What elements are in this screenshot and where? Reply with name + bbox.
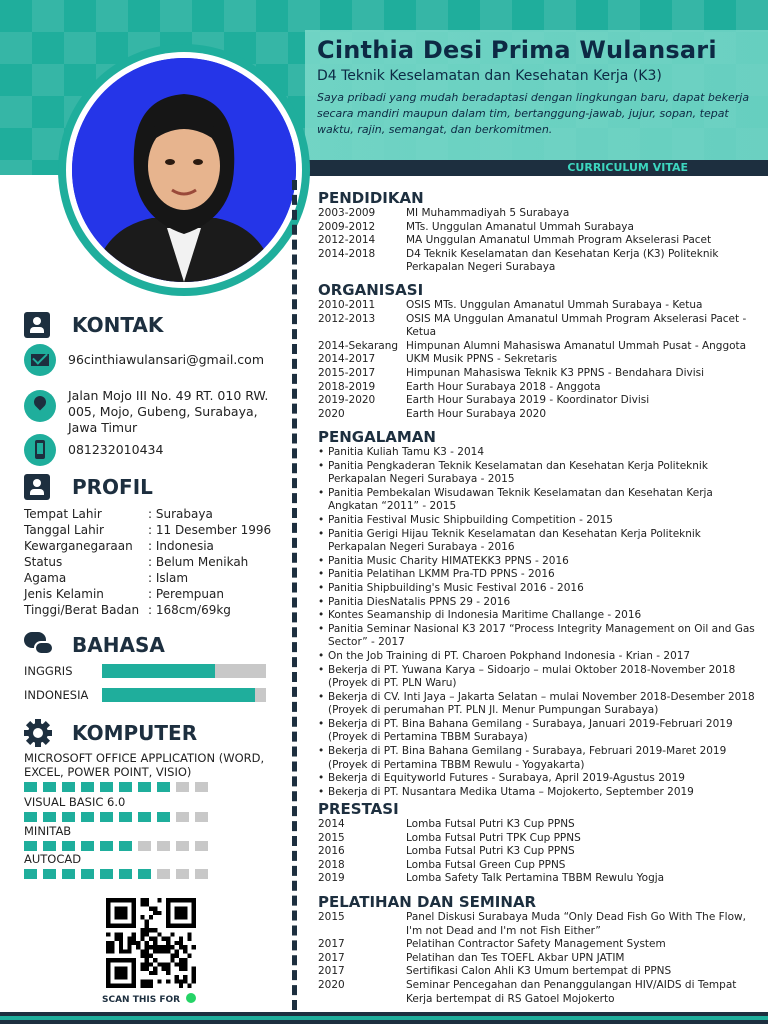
skill-name: AUTOCAD bbox=[24, 852, 82, 866]
entry-text: Sertifikasi Calon Ahli K3 Umum bertempat di PPNS bbox=[406, 965, 672, 978]
lang-name: INGGRIS bbox=[24, 664, 73, 678]
entry-row bbox=[318, 832, 758, 846]
entry-year: 2016 bbox=[318, 845, 345, 858]
skill-dot bbox=[100, 869, 113, 879]
entry-text: D4 Teknik Keselamatan dan Kesehatan Kerja (K3) Politeknik Perkapalan Negeri Surabaya bbox=[406, 247, 719, 274]
entry-year: 2018 bbox=[318, 858, 345, 871]
entry-text: Lomba Safety Talk Pertamina TBBM Rewulu Yogja bbox=[406, 872, 665, 885]
entry-text: Lomba Futsal Green Cup PPNS bbox=[406, 858, 566, 871]
chat-bubbles-icon bbox=[24, 632, 54, 658]
skill-dot bbox=[24, 841, 37, 851]
skill-dot bbox=[119, 812, 132, 822]
entry-row bbox=[318, 394, 758, 408]
entry-year: 2020 bbox=[318, 978, 345, 991]
skill-dot bbox=[81, 869, 94, 879]
entry-row bbox=[318, 207, 758, 221]
skill-dot bbox=[157, 841, 170, 851]
entry-text: Earth Hour Surabaya 2020 bbox=[406, 407, 547, 420]
section-pelatihan bbox=[318, 893, 758, 1006]
bahasa-heading bbox=[24, 632, 165, 658]
profile-value: : Perempuan bbox=[148, 587, 224, 601]
skill-dot bbox=[81, 841, 94, 851]
skill-dot bbox=[81, 812, 94, 822]
skill-dot bbox=[157, 812, 170, 822]
entry-text: Earth Hour Surabaya 2018 - Anggota bbox=[406, 380, 601, 393]
organisasi-title: ORGANISASI bbox=[318, 281, 424, 299]
experience-item: • Panitia Seminar Nasional K3 2017 “Process Integrity Management on Oil and Gas Sector” - 2017 bbox=[318, 623, 758, 650]
skill-dot bbox=[138, 782, 151, 792]
experience-item: • Panitia Festival Music Shipbuilding Competition - 2015 bbox=[318, 514, 758, 528]
profile-key: Tempat Lahir bbox=[24, 507, 102, 521]
experience-item: • Panitia Kuliah Tamu K3 - 2014 bbox=[318, 446, 758, 460]
entry-row bbox=[318, 221, 758, 235]
entry-text: Pelatihan Contractor Safety Management System bbox=[406, 938, 666, 951]
pengalaman-title: PENGALAMAN bbox=[318, 428, 436, 446]
entry-text: Earth Hour Surabaya 2019 - Koordinator Divisi bbox=[406, 394, 650, 407]
about-text: Saya pribadi yang mudah beradaptasi dengan lingkungan baru, dapat bekerja secara mandiri maupun dalam tim, bertanggung-jawab, jujur, sopan, tepat waktu, rajin, semangat, dan berkomitmen. bbox=[317, 91, 750, 136]
prestasi-title: PRESTASI bbox=[318, 800, 399, 818]
entry-row bbox=[318, 952, 758, 966]
entry-row bbox=[318, 818, 758, 832]
skill-dot bbox=[176, 869, 189, 879]
skill-dot bbox=[195, 782, 208, 792]
profile-row bbox=[24, 602, 271, 618]
entry-text: MA Unggulan Amanatul Ummah Program Akselerasi Pacet bbox=[406, 234, 712, 247]
profile-row bbox=[24, 522, 271, 538]
skill-dot bbox=[195, 841, 208, 851]
entry-text: OSIS MA Unggulan Amanatul Ummah Program Akselerasi Pacet - Ketua bbox=[406, 312, 747, 339]
entry-text: Himpunan Mahasiswa Teknik K3 PPNS - Bendahara Divisi bbox=[406, 366, 705, 379]
skill-dot bbox=[24, 869, 37, 879]
komputer-heading bbox=[24, 719, 197, 747]
entry-row bbox=[318, 408, 758, 422]
entry-row bbox=[318, 299, 758, 313]
scan-label: SCAN THIS FOR bbox=[102, 995, 181, 1005]
entry-text: UKM Musik PPNS - Sekretaris bbox=[406, 353, 558, 366]
skill-dot bbox=[176, 812, 189, 822]
profile-key: Tanggal Lahir bbox=[24, 523, 104, 537]
lang-bar-fill bbox=[102, 664, 215, 678]
profile-key: Kewarganegaraan bbox=[24, 539, 133, 553]
entry-row bbox=[318, 965, 758, 979]
profile-row bbox=[24, 538, 271, 554]
lang-bar bbox=[102, 688, 266, 702]
entry-row bbox=[318, 845, 758, 859]
entry-year: 2014-2018 bbox=[318, 247, 376, 260]
profil-title: PROFIL bbox=[72, 475, 153, 499]
section-pengalaman bbox=[318, 428, 758, 799]
entry-row bbox=[318, 938, 758, 952]
column-divider bbox=[292, 180, 297, 1010]
skill-item bbox=[24, 824, 274, 851]
header-text-panel bbox=[305, 30, 768, 160]
entry-row bbox=[318, 911, 758, 938]
entry-text: Seminar Pencegahan dan Penanggulangan HIV/AIDS di Tempat Kerja bertempat di RS Gatoel Mojokerto bbox=[406, 978, 737, 1005]
entry-row bbox=[318, 313, 758, 340]
skill-dot bbox=[176, 841, 189, 851]
person-name: Cinthia Desi Prima Wulansari bbox=[317, 36, 717, 64]
skill-dot bbox=[62, 841, 75, 851]
experience-item: • Panitia DiesNatalis PPNS 29 - 2016 bbox=[318, 596, 758, 610]
contact-address-row bbox=[24, 388, 286, 436]
section-prestasi bbox=[318, 800, 758, 886]
address-text: Jalan Mojo III No. 49 RT. 010 RW. 005, Mojo, Gubeng, Surabaya, Jawa Timur bbox=[68, 388, 269, 435]
experience-item: • On the Job Training di PT. Charoen Pokphand Indonesia - Krian - 2017 bbox=[318, 650, 758, 664]
entry-text: Himpunan Alumni Mahasiswa Amanatul Ummah Pusat - Anggota bbox=[406, 339, 747, 352]
profile-row bbox=[24, 554, 271, 570]
entry-year: 2014-2017 bbox=[318, 353, 376, 366]
entry-row bbox=[318, 381, 758, 395]
experience-item: • Panitia Pengkaderan Teknik Keselamatan dan Kesehatan Kerja Politeknik Perkapalan Negeri Surabaya - 2015 bbox=[318, 460, 758, 487]
skill-dot bbox=[138, 812, 151, 822]
profile-key: Tinggi/Berat Badan bbox=[24, 603, 140, 617]
kontak-title: KONTAK bbox=[72, 313, 164, 337]
email-text[interactable]: 96cinthiawulansari@gmail.com bbox=[68, 352, 265, 367]
entry-year: 2014 bbox=[318, 818, 345, 830]
entry-year: 2014-Sekarang bbox=[318, 339, 399, 352]
phone-text[interactable]: 081232010434 bbox=[68, 442, 164, 457]
profile-row bbox=[24, 586, 271, 602]
section-organisasi bbox=[318, 281, 758, 421]
bahasa-title: BAHASA bbox=[72, 633, 165, 657]
skill-dot bbox=[43, 869, 56, 879]
profil-heading bbox=[24, 474, 153, 500]
skill-dot bbox=[24, 782, 37, 792]
entry-text: Lomba Futsal Putri K3 Cup PPNS bbox=[406, 845, 575, 858]
skill-dot bbox=[24, 812, 37, 822]
lang-item-inggris bbox=[24, 664, 266, 678]
entry-year: 2017 bbox=[318, 965, 345, 978]
entry-year: 2003-2009 bbox=[318, 207, 376, 219]
skill-level-dots bbox=[24, 869, 274, 879]
skill-dot bbox=[100, 812, 113, 822]
skill-name: MINITAB bbox=[24, 824, 72, 838]
pelatihan-title: PELATIHAN DAN SEMINAR bbox=[318, 893, 537, 911]
entry-row bbox=[318, 248, 758, 275]
experience-item: • Bekerja di PT. Bina Bahana Gemilang - Surabaya, Januari 2019-Februari 2019 (Proyek di Pertamina TBBM Surabaya) bbox=[318, 718, 758, 745]
skill-dot bbox=[138, 869, 151, 879]
experience-item: • Panitia Pembekalan Wisudawan Teknik Keselamatan dan Kesehatan Kerja Angkatan “2011” - 2015 bbox=[318, 487, 758, 514]
entry-year: 2018-2019 bbox=[318, 380, 376, 393]
skill-dot bbox=[176, 782, 189, 792]
gear-icon bbox=[24, 719, 52, 747]
skill-level-dots bbox=[24, 841, 274, 851]
experience-item: • Bekerja di PT. Yuwana Karya – Sidoarjo – mulai Oktober 2018-November 2018 (Proyek di PT. PLN Waru) bbox=[318, 664, 758, 691]
entry-row bbox=[318, 872, 758, 886]
location-pin-icon bbox=[24, 390, 56, 422]
phone-icon bbox=[24, 434, 56, 466]
person-silhouette-icon bbox=[72, 58, 296, 282]
entry-row bbox=[318, 859, 758, 873]
skill-dot bbox=[119, 841, 132, 851]
skill-level-dots bbox=[24, 782, 274, 792]
skill-dot bbox=[119, 782, 132, 792]
entry-text: Lomba Futsal Putri TPK Cup PPNS bbox=[406, 831, 581, 844]
skill-item bbox=[24, 751, 274, 792]
komputer-title: KOMPUTER bbox=[72, 721, 198, 745]
entry-text: OSIS MTs. Unggulan Amanatul Ummah Surabaya - Ketua bbox=[406, 299, 703, 311]
skill-dot bbox=[138, 841, 151, 851]
skill-dot bbox=[62, 869, 75, 879]
id-card-icon bbox=[24, 474, 50, 500]
skill-dot bbox=[62, 812, 75, 822]
entry-row bbox=[318, 234, 758, 248]
contact-email-row bbox=[24, 344, 264, 376]
entry-text: MTs. Unggulan Amanatul Ummah Surabaya bbox=[406, 220, 634, 233]
section-pendidikan bbox=[318, 189, 758, 275]
entry-text: MI Muhammadiyah 5 Surabaya bbox=[406, 207, 570, 219]
skill-dot bbox=[195, 812, 208, 822]
entry-year: 2015 bbox=[318, 911, 345, 923]
degree: D4 Teknik Keselamatan dan Kesehatan Kerja (K3) bbox=[317, 68, 662, 84]
experience-item: • Bekerja di PT. Bina Bahana Gemilang - Surabaya, Februari 2019-Maret 2019 (Proyek di Pertamina TBBM Rewulu - Yogyakarta) bbox=[318, 745, 758, 772]
qr-code[interactable] bbox=[106, 898, 196, 988]
lang-bar-fill bbox=[102, 688, 255, 702]
entry-year: 2010-2011 bbox=[318, 299, 376, 311]
entry-year: 2017 bbox=[318, 938, 345, 951]
experience-item: • Panitia Shipbuilding's Music Festival 2016 - 2016 bbox=[318, 582, 758, 596]
profile-value: : Indonesia bbox=[148, 539, 214, 553]
skill-dot bbox=[119, 869, 132, 879]
lang-name: INDONESIA bbox=[24, 688, 89, 702]
lang-item-indonesia bbox=[24, 688, 266, 702]
profile-row bbox=[24, 506, 271, 522]
entry-text: Panel Diskusi Surabaya Muda “Only Dead Fish Go With The Flow, I'm not Dead and I'm not Fish Either” bbox=[406, 911, 746, 937]
profile-value: : 11 Desember 1996 bbox=[148, 523, 272, 537]
entry-year: 2017 bbox=[318, 951, 345, 964]
scan-label-row bbox=[102, 993, 196, 1005]
skill-name: VISUAL BASIC 6.0 bbox=[24, 795, 126, 809]
profile-value: : Islam bbox=[148, 571, 189, 585]
profile-key: Jenis Kelamin bbox=[24, 587, 104, 601]
profile-key: Status bbox=[24, 555, 63, 569]
entry-year: 2019-2020 bbox=[318, 394, 376, 407]
skill-dot bbox=[43, 782, 56, 792]
entry-row bbox=[318, 367, 758, 381]
photo-person bbox=[72, 58, 296, 282]
entry-row bbox=[318, 340, 758, 354]
cv-label: CURRICULUM VITAE bbox=[567, 161, 688, 174]
experience-item: • Bekerja di Equityworld Futures - Surabaya, April 2019-Agustus 2019 bbox=[318, 772, 758, 786]
pendidikan-title: PENDIDIKAN bbox=[318, 189, 424, 207]
entry-year: 2019 bbox=[318, 872, 345, 885]
skill-dot bbox=[43, 812, 56, 822]
skill-name: MICROSOFT OFFICE APPLICATION (WORD, EXCEL, POWER POINT, VISIO) bbox=[24, 751, 265, 779]
skill-item bbox=[24, 852, 274, 879]
skill-dot bbox=[81, 782, 94, 792]
person-card-icon bbox=[24, 312, 50, 338]
whatsapp-icon bbox=[186, 993, 196, 1003]
profile-value: : Belum Menikah bbox=[148, 555, 249, 569]
entry-text: Lomba Futsal Putri K3 Cup PPNS bbox=[406, 818, 575, 830]
experience-item: • Panitia Gerigi Hijau Teknik Keselamatan dan Kesehatan Kerja Politeknik Perkapalan Negeri Surabaya - 2016 bbox=[318, 528, 758, 555]
profile-photo bbox=[66, 52, 302, 288]
skill-dot bbox=[43, 841, 56, 851]
skill-dot bbox=[195, 869, 208, 879]
entry-row bbox=[318, 353, 758, 367]
entry-year: 2015-2017 bbox=[318, 366, 376, 379]
cv-title-bar bbox=[305, 160, 768, 176]
skill-dot bbox=[157, 869, 170, 879]
kontak-heading bbox=[24, 312, 163, 338]
skill-dot bbox=[157, 782, 170, 792]
profile-table bbox=[24, 506, 271, 618]
contact-phone-row bbox=[24, 434, 163, 466]
lang-bar bbox=[102, 664, 266, 678]
entry-year: 2015 bbox=[318, 831, 345, 844]
skill-item bbox=[24, 795, 274, 822]
entry-text: Pelatihan dan Tes TOEFL Akbar UPN JATIM bbox=[406, 951, 625, 964]
entry-year: 2012-2013 bbox=[318, 312, 376, 325]
experience-item: • Panitia Pelatihan LKMM Pra-TD PPNS - 2016 bbox=[318, 568, 758, 582]
profile-key: Agama bbox=[24, 571, 67, 585]
experience-item: • Bekerja di PT. Nusantara Medika Utama – Mojokerto, September 2019 bbox=[318, 786, 758, 800]
skill-level-dots bbox=[24, 812, 274, 822]
skill-dot bbox=[100, 782, 113, 792]
experience-item: • Panitia Music Charity HIMATEKK3 PPNS - 2016 bbox=[318, 555, 758, 569]
profile-value: : 168cm/69kg bbox=[148, 603, 231, 617]
entry-row bbox=[318, 979, 758, 1006]
profile-value: : Surabaya bbox=[148, 507, 213, 521]
skill-dot bbox=[62, 782, 75, 792]
experience-item: • Kontes Seamanship di Indonesia Maritime Challange - 2016 bbox=[318, 609, 758, 623]
skill-dot bbox=[100, 841, 113, 851]
entry-year: 2012-2014 bbox=[318, 234, 376, 247]
entry-year: 2020 bbox=[318, 407, 345, 420]
footer-accent bbox=[0, 1016, 768, 1020]
experience-item: • Bekerja di CV. Inti Jaya – Jakarta Selatan – mulai November 2018-Desember 2018 (Proyek di perumahan PT. PLN Jl. Menur Pumpungan Surabaya) bbox=[318, 691, 758, 718]
mail-icon bbox=[24, 344, 56, 376]
entry-year: 2009-2012 bbox=[318, 220, 376, 233]
profile-row bbox=[24, 570, 271, 586]
